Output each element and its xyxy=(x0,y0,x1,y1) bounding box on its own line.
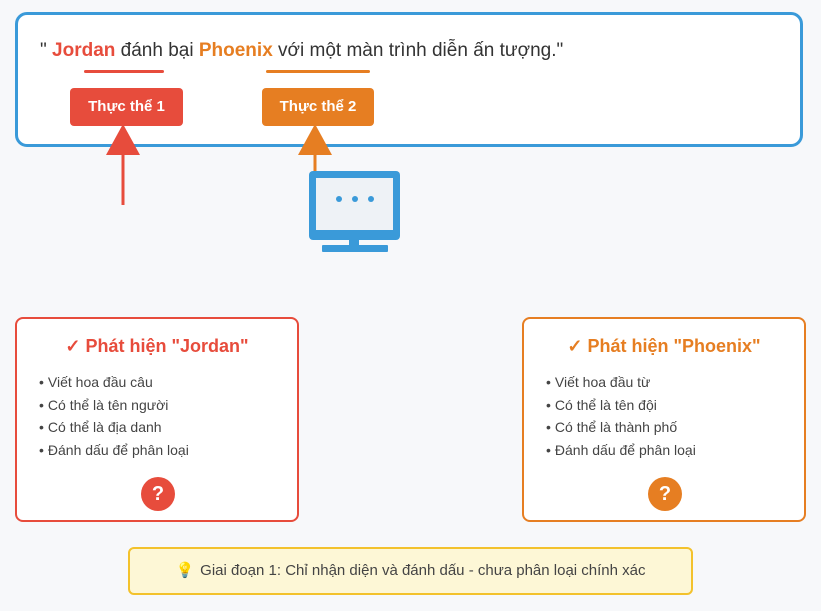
sentence-middle: đánh bại xyxy=(115,40,199,61)
question-icon: ? xyxy=(648,477,682,511)
feature-list xyxy=(39,371,189,461)
list-item: • Viết hoa đầu câu xyxy=(39,374,153,390)
entity1-underline xyxy=(84,70,164,73)
list-item: • Có thể là tên đội xyxy=(546,396,657,413)
bullet: • xyxy=(546,374,551,390)
open-quote: " xyxy=(40,40,53,61)
list-item: • Có thể là địa danh xyxy=(39,419,162,435)
list-item: • Viết hoa đầu từ xyxy=(546,374,651,390)
bullet: • xyxy=(39,441,44,458)
sentence-rest: với một màn trình diễn ấn tượng." xyxy=(272,40,564,61)
detection-card-jordan xyxy=(15,317,299,522)
entity-phoenix: Phoenix xyxy=(198,40,273,61)
bullet: • xyxy=(546,396,551,413)
feature-list xyxy=(546,371,696,461)
entity-jordan: Jordan xyxy=(52,40,116,61)
question-icon: ? xyxy=(141,477,175,511)
lightbulb-icon: 💡 xyxy=(175,562,195,579)
card-title: ✓ Phát hiện "Phoenix" xyxy=(567,336,761,356)
monitor-icon xyxy=(309,171,400,252)
list-item: • Đánh dấu để phân loại xyxy=(546,441,696,458)
entity2-underline xyxy=(266,70,370,73)
bullet: • xyxy=(546,419,551,435)
card-title: ✓ Phát hiện "Jordan" xyxy=(65,336,249,356)
example-sentence xyxy=(40,40,563,62)
stage-note xyxy=(128,547,693,595)
detection-card-phoenix xyxy=(522,317,806,522)
entity2-tag: Thực thể 2 xyxy=(262,88,374,126)
check-icon: ✓ xyxy=(65,336,81,356)
bullet: • xyxy=(39,419,44,435)
list-item: • Đánh dấu để phân loại xyxy=(39,441,189,458)
note-text: Giai đoạn 1: Chỉ nhận diện và đánh dấu - chưa phân loại chính xác xyxy=(200,562,646,579)
bullet: • xyxy=(39,396,44,413)
bullet: • xyxy=(39,374,44,390)
sentence-box xyxy=(15,12,803,147)
list-item: • Có thể là thành phố xyxy=(546,419,678,435)
check-icon: ✓ xyxy=(567,336,583,356)
list-item: • Có thể là tên người xyxy=(39,396,169,413)
entity1-tag: Thực thể 1 xyxy=(70,88,183,126)
bullet: • xyxy=(546,441,551,458)
